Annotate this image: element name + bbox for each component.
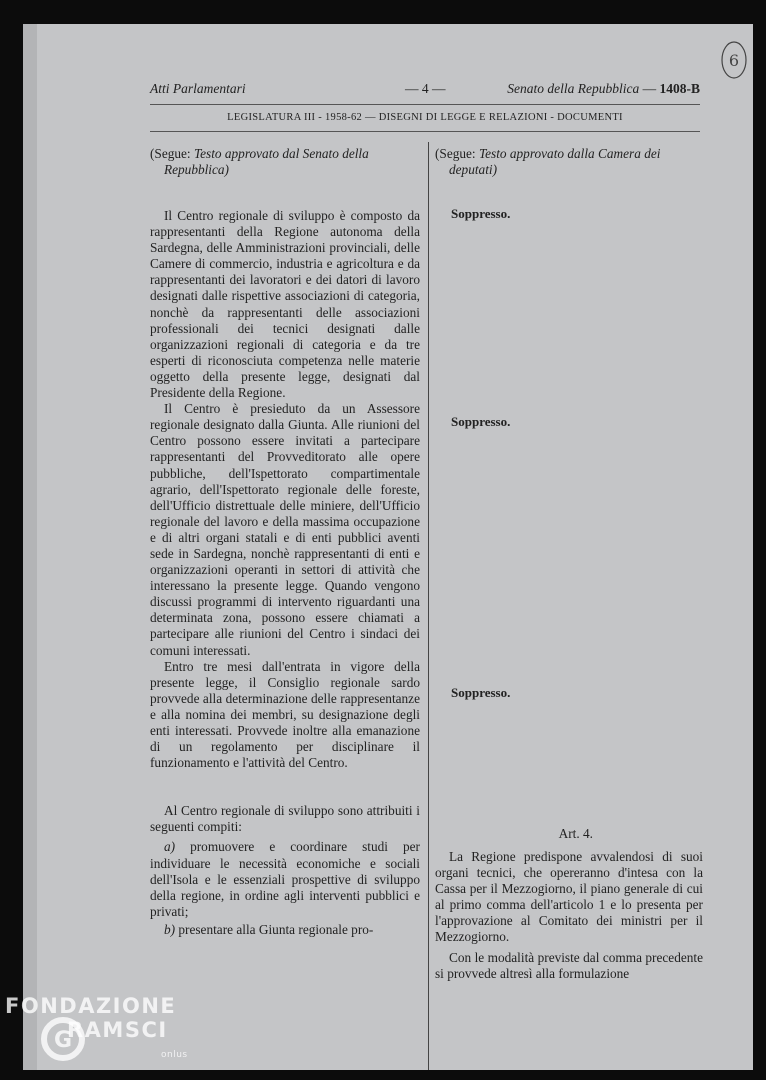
legislature-subheader: LEGISLATURA III - 1958-62 — DISEGNI DI LEGGE E RELAZIONI - DOCUMENTI (227, 112, 623, 123)
list-item-b-letter: b) (164, 921, 176, 937)
right-column (435, 146, 703, 982)
page-edge-strip (23, 24, 37, 1070)
right-segue-prefix: (Segue: (435, 146, 476, 161)
watermark-initial: G (53, 1028, 73, 1053)
left-segue-title: Testo approvato dal Senato della (193, 146, 369, 161)
left-column (150, 146, 420, 938)
soppresso-1: Soppresso. (451, 206, 511, 221)
list-item-a-text: promuovere e coordinare studi per individuare le necessità economiche e sociali dell'Isola e le essenziali prospettive di sviluppo della regione, in ordine agli interventi pubblici e privati; (150, 839, 420, 919)
running-header (150, 79, 700, 101)
bill-number: 1408-B (659, 81, 700, 96)
list-item-b-text: presentare alla Giunta regionale pro- (175, 921, 374, 937)
left-column-heading (150, 146, 420, 178)
right-segue-title-cont: deputati) (449, 162, 498, 177)
left-paragraph-3: Entro tre mesi dall'entrata in vigore della presente legge, il Consiglio regionale sardo provvede alla determinazione delle rappresentanze e alla nomina dei membri, su designazione degli enti interessati. Provvede inoltre alla emanazione di un regolamento per disciplinare il funzionamento e l'attività del Centro. (150, 658, 420, 771)
header-rule-bottom (150, 131, 700, 132)
right-paragraph-2: Con le modalità previste dal comma precedente si provvede altresì alla formulazione (435, 950, 703, 982)
left-paragraph-1: Il Centro regionale di sviluppo è composto da rappresentanti della Regione autonoma della Sardegna, delle Amministrazioni provinciali, delle Camere di commercio, industria e agricoltura e da rappresentanti dei lavoratori e dei datori di lavoro designati dalle rispettive associazioni di categoria, nonchè da rappresentanti delle associazioni professionali dei tecnici designati dalle organizzazioni regionali di categoria e da tre esperti di riconosciuta competenza nelle materie oggetto della presente legge, designati dal Presidente della Regione. (150, 208, 420, 401)
left-paragraph-4: Al Centro regionale di sviluppo sono attribuiti i seguenti compiti: (150, 803, 420, 835)
article-title: Art. 4. (558, 826, 593, 841)
document-page (23, 24, 753, 1070)
left-paragraph-2: Il Centro è presieduto da un Assessore regionale designato dalla Giunta. Alle riunioni del Centro possono essere invitati a partecipare rappresentanti del Provveditorato alle opere pubbliche, dell'Ispettorato compartimentale agrario, dell'Ispettorato regionale delle foreste, dell'Ufficio distrettuale delle miniere, dell'Ufficio regionale del lavoro e della massima occupazione e di altri organi statali e di enti pubblici aventi sede in Sardegna, nonchè rappresentanti di enti e organizzazioni operanti in settori di attività che interessano la presente legge. Quando vengono discussi programmi di intervento riguardanti una determinata zona, possono essere chiamati a partecipare alle riunioni del Centro i sindaci dei comuni interessati. (150, 401, 420, 658)
left-segue-title-cont: Repubblica) (164, 162, 229, 177)
soppresso-2: Soppresso. (451, 414, 511, 429)
page-number: — 4 — (405, 81, 446, 96)
list-item-a-letter: a) (164, 839, 176, 855)
header-left: Atti Parlamentari (150, 81, 246, 96)
right-paragraph-1: La Regione predispone avvalendosi di suoi organi tecnici, che opereranno d'intesa con la Cassa per il Mezzogiorno, il piano generale di cui al primo comma dell'articolo 1 e lo presenta per l'approvazione al Comitato dei ministri per il Mezzogiorno. (435, 849, 703, 945)
header-rule-top (150, 104, 700, 105)
annotation-text: 6 (728, 51, 740, 70)
soppresso-3: Soppresso. (451, 685, 511, 700)
handwritten-annotation (718, 38, 750, 82)
header-right (507, 81, 700, 97)
column-divider (428, 142, 429, 1070)
watermark-suffix: onlus (161, 1050, 188, 1060)
header-dash: — (639, 81, 660, 96)
header-senate: Senato della Repubblica (507, 81, 640, 96)
watermark-line-2: RAMSCI (67, 1018, 168, 1042)
list-item-b (150, 922, 420, 938)
list-item-a (150, 839, 420, 919)
fondazione-gramsci-watermark (5, 994, 190, 1074)
left-segue-prefix: (Segue: (150, 146, 191, 161)
right-column-heading (435, 146, 703, 178)
watermark-line-1: FONDAZIONE (5, 994, 177, 1018)
right-segue-title: Testo approvato dalla Camera dei (478, 146, 661, 161)
